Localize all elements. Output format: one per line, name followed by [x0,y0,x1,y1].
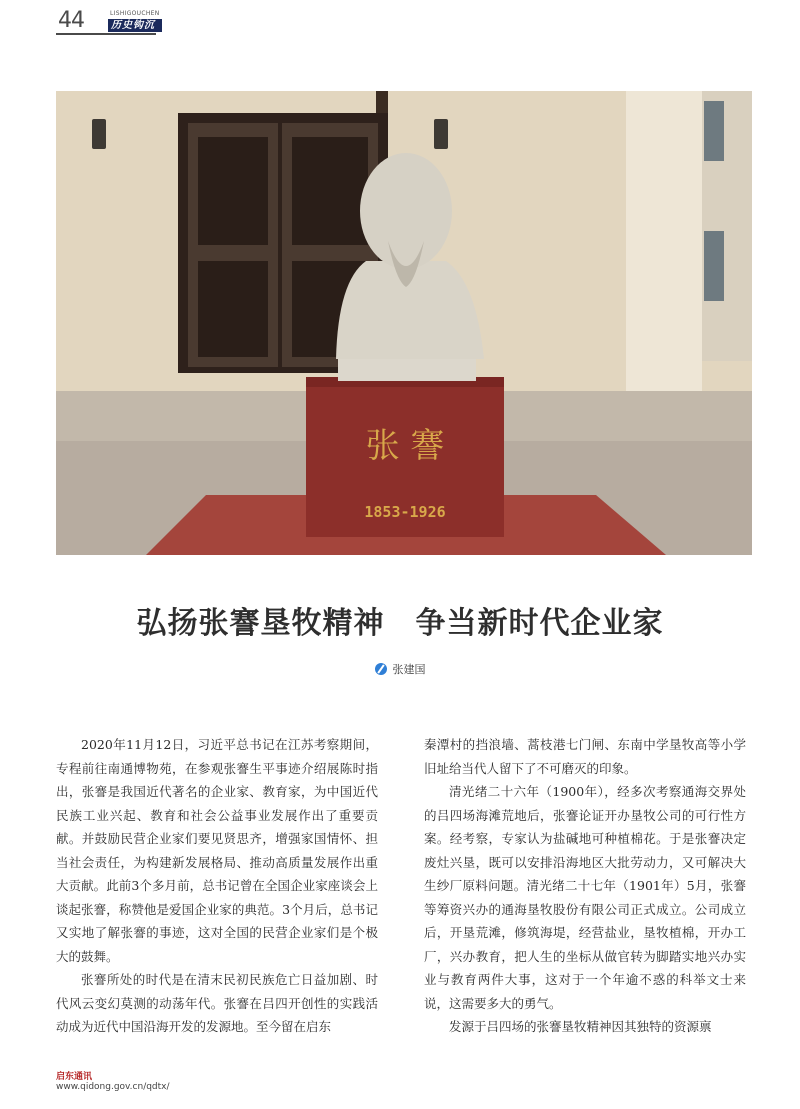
pedestal-years: 1853-1926 [364,503,446,521]
door-glass-left [198,137,268,245]
paragraph-continued: 秦潭村的挡浪墙、蒿枝港七门闸、东南中学垦牧高等小学旧址给当代人留下了不可磨灭的印象。 [424,737,746,776]
paragraph: 发源于吕四场的张謇垦牧精神因其独特的资源禀 [449,1019,712,1034]
pedestal-name: 张 謇 [365,426,445,466]
page-number: 44 [58,8,84,33]
author-name: 张建国 [392,663,426,676]
footer-brand: 启东通讯 [56,1072,93,1082]
header-rule [56,33,156,35]
bust-head [360,153,452,269]
section-badge [108,10,162,32]
hero-photo [56,91,752,555]
section-name-cn: 历史钩沉 [108,19,162,32]
pen-icon [375,663,387,675]
door-panel-left [198,261,268,357]
pillar [626,91,702,431]
section-name-en: LISHIGOUCHEN [110,10,160,17]
paragraph: 清光绪二十六年（1900年），经多次考察通海交界处的吕四场海滩荒地后，张謇论证开办垦牧公司的可行性方案。经考察，专家认为盐碱地可种植棉花。于是张謇决定废灶兴垦，既可以安排沿海地区大批劳动力，又可解决大生纱厂原料问题。清光绪二十七年（1901年）5月，张謇等筹资兴办的通海垦牧股份有限公司正式成立。公司成立后，开垦荒滩，修筑海堤，经营盐业，垦牧植棉，开办工厂，兴办教育，把人生的坐标从做官转为脚踏实地兴办实业与教育两件大事，这对于一个年逾不惑的科举文士来说，这需要多大的勇气。 [424,784,746,1011]
footer-url: www.qidong.gov.cn/qdtx/ [56,1082,170,1092]
wall-lamp-left [92,119,106,149]
side-window [704,101,724,161]
article-column-left [56,733,378,1039]
side-window-2 [704,231,724,301]
article-title: 弘扬张謇垦牧精神 争当新时代企业家 [136,606,664,641]
byline [0,661,800,677]
wall-lamp-right [434,119,448,149]
paragraph: 张謇所处的时代是在清末民初民族危亡日益加剧、时代风云变幻莫测的动荡年代。张謇在吕四开创性的实践活动成为近代中国沿海开发的发源地。至今留在启东 [56,972,378,1034]
paragraph: 2020年11月12日，习近平总书记在江苏考察期间，专程前往南通博物苑，在参观张謇生平事迹介绍展陈时指出，张謇是我国近代著名的企业家、教育家，为中国近代民族工业兴起、教育和社会公益事业发展作出了重要贡献。并鼓励民营企业家们要见贤思齐，增强家国情怀、担当社会责任，为构建新发展格局、推动高质量发展作出重大贡献。此前3个多月前，总书记曾在全国企业家座谈会上谈起张謇，称赞他是爱国企业家的典范。3个月后，总书记又实地了解张謇的事迹，这对全国的民营企业家们是个极大的鼓舞。 [56,737,378,964]
bust-base [338,359,476,381]
article-column-right [424,733,746,1039]
door-glass-right [292,137,368,245]
statue-illustration [56,91,752,555]
